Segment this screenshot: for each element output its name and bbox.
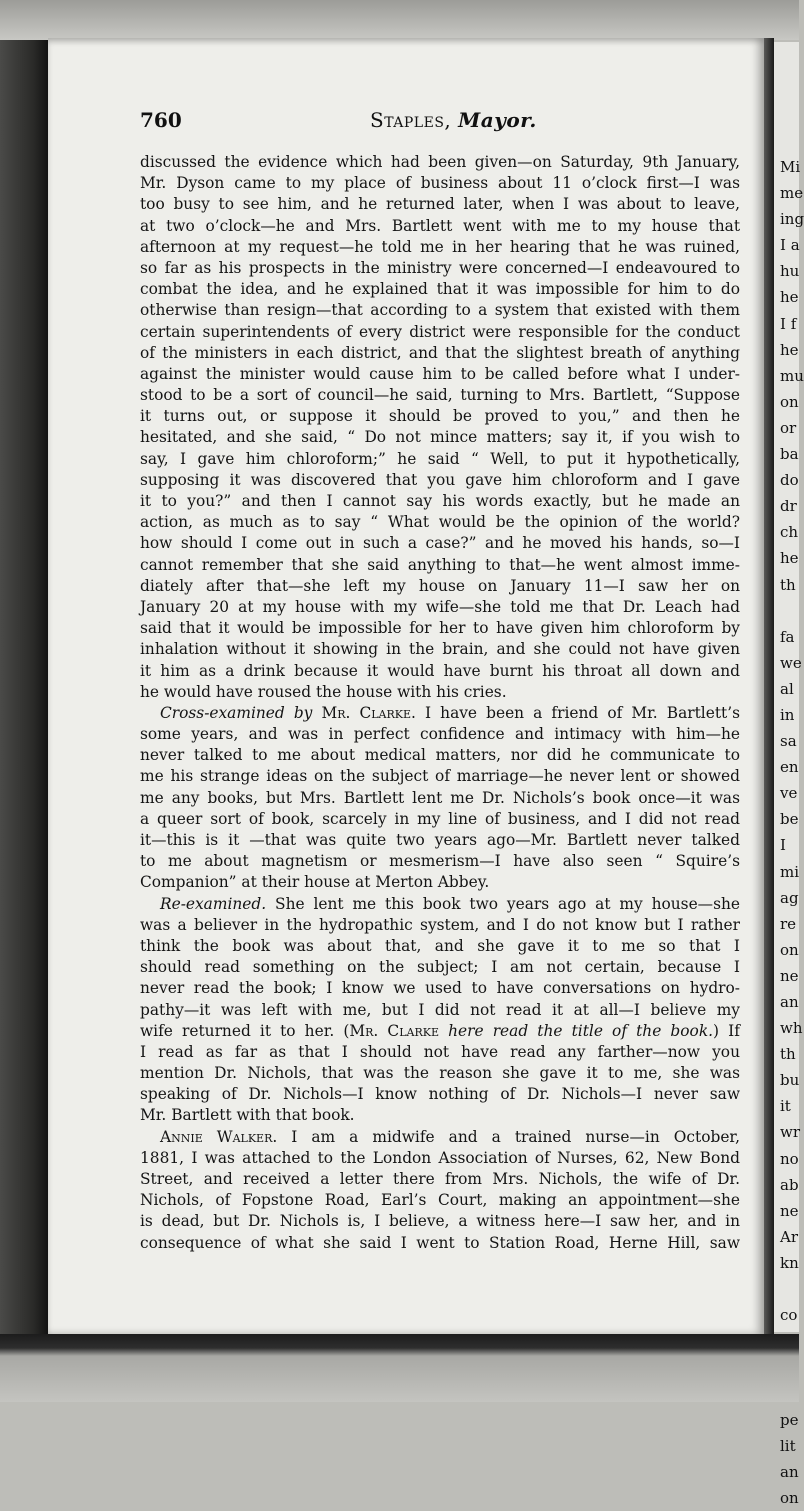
re-examination-line: [140, 894, 740, 915]
text-line: never read the book; I know we used to have conversations on hydro-: [140, 979, 740, 998]
text-line: he would have roused the house with his cries.: [140, 682, 507, 701]
text-line: a queer sort of book, scarcely in my line of business, and I did not read: [140, 809, 740, 828]
scan-bottom-edge: [0, 1334, 799, 1402]
text-line: [140, 1021, 740, 1042]
text-line: some years, and was in perfect confidence and intimacy with him—he: [140, 725, 740, 744]
text-line: consequence of what she said I went to Station Road, Herne Hill, saw: [140, 1233, 740, 1252]
scan-top-edge: [0, 0, 799, 40]
cross-label: Cross-examined by: [160, 703, 313, 722]
text-line: me any books, but Mrs. Bartlett lent me Dr. Nichols’s book once—it was: [140, 788, 740, 807]
cross-text: I have been a friend of Mr. Bartlett’s: [425, 703, 740, 722]
witness-line: [140, 1127, 740, 1148]
text-line: me his strange ideas on the subject of marriage—he never lent or showed: [140, 767, 740, 786]
text-line: how should I come out in such a case?” and he moved his hands, so—I: [140, 534, 740, 553]
text-line: Mr. Bartlett with that book.: [140, 1106, 355, 1125]
text-line: pathy—it was left with me, but I did not read it at all—I believe my: [140, 1000, 740, 1019]
reexam-text: wife returned it to her.: [140, 1021, 335, 1040]
witness-name: Annie Walker.: [160, 1127, 278, 1146]
text-line: is dead, but Dr. Nichols is, I believe, a witness here—I saw her, and in: [140, 1212, 740, 1231]
running-head-name: Staples,: [370, 108, 452, 132]
page-number: 760: [140, 108, 182, 132]
running-head: [370, 108, 537, 132]
text-line: diately after that—she left my house on January 11—I saw her on: [140, 576, 740, 595]
reexam-text: She lent me this book two years ago at my house—she: [275, 894, 740, 913]
text-line: it turns out, or suppose it should be proved to you,” and then he: [140, 407, 740, 426]
reexam-label: Re-examined.: [160, 894, 267, 913]
text-line: discussed the evidence which had been given—on Saturday, 9th January,: [140, 153, 740, 171]
body-text: [140, 152, 740, 1254]
text-line: Mr. Dyson came to my place of business about 11 o’clock first—I was: [140, 174, 740, 193]
text-line: action, as much as to say “ What would be the opinion of the world?: [140, 513, 740, 532]
text-line: against the minister would cause him to be called before what I under-: [140, 364, 740, 383]
paren-note: here read the title of the book.: [448, 1021, 714, 1040]
text-line: too busy to see him, and he returned later, when I was about to leave,: [140, 195, 740, 214]
text-line: of the ministers in each district, and that the slightest breath of anything: [140, 343, 740, 362]
text-line: mention Dr. Nichols, that was the reason she gave it to me, she was: [140, 1064, 740, 1083]
page-header: [88, 108, 738, 144]
paren-close: ): [713, 1021, 720, 1040]
text-line: never talked to me about medical matters, nor did he communicate to: [140, 746, 740, 765]
paren-open: (: [343, 1021, 350, 1040]
text-line: was a believer in the hydropathic system, and I do not know but I rather: [140, 915, 740, 934]
adjacent-page-edge: [774, 42, 804, 1507]
reexam-if: If: [728, 1021, 740, 1040]
adjacent-page-fragments: Mi me ing I a hu he I f he mu on or ba do dr ch he th fa we al in sa en ve be I mi ag re on ne an wh th bu it wr no ab ne Ar kn co pe lit an on: [780, 158, 804, 1507]
text-line: it—this is it —that was quite two years ago—Mr. Bartlett never talked: [140, 831, 740, 849]
text-line: it him as a drink because it would have burnt his throat all down and: [140, 661, 740, 680]
text-line: inhalation without it showing in the brain, and she could not have given: [140, 640, 740, 659]
text-line: Street, and received a letter there from Mrs. Nichols, the wife of Dr.: [140, 1170, 740, 1188]
text-line: said that it would be impossible for her to have given him chloroform by: [140, 619, 740, 638]
running-head-title: Mayor.: [458, 108, 537, 132]
text-line: at two o’clock—he and Mrs. Bartlett went with me to my house that: [140, 216, 740, 235]
text-line: it to you?” and then I cannot say his words exactly, but he made an: [140, 492, 740, 510]
text-line: afternoon at my request—he told me in her hearing that he was ruined,: [140, 237, 740, 256]
text-line: otherwise than resign—that according to a system that existed with them: [140, 301, 740, 320]
text-line: I read as far as that I should not have read any farther—now you: [140, 1042, 740, 1061]
text-line: 1881, I was attached to the London Association of Nurses, 62, New Bond: [140, 1148, 740, 1167]
text-line: supposing it was discovered that you gave him chloroform and I gave: [140, 470, 740, 489]
cross-counsel: Mr. Clarke.: [321, 703, 416, 722]
text-line: should read something on the subject; I am not certain, because I: [140, 958, 740, 977]
paren-counsel: Mr. Clarke: [349, 1021, 439, 1040]
text-line: Companion” at their house at Merton Abbey.: [140, 873, 490, 892]
text-line: think the book was about that, and she gave it to me so that I: [140, 936, 740, 955]
text-line: speaking of Dr. Nichols—I know nothing of Dr. Nichols—I never saw: [140, 1085, 740, 1104]
page-gutter: [764, 38, 774, 1334]
text-line: say, I gave him chloroform;” he said “ Well, to put it hypothetically,: [140, 449, 740, 468]
text-line: so far as his prospects in the ministry were concerned—I endeavoured to: [140, 258, 740, 277]
witness-text: I am a midwife and a trained nurse—in October,: [291, 1127, 740, 1146]
text-line: to me about magnetism or mesmerism—I have also seen “ Squire’s: [140, 852, 740, 871]
book-binding: [0, 40, 48, 1340]
text-line: combat the idea, and he explained that it was impossible for him to do: [140, 280, 740, 299]
cross-examination-line: [140, 703, 740, 724]
text-line: January 20 at my house with my wife—she told me that Dr. Leach had: [140, 597, 740, 616]
text-line: stood to be a sort of council—he said, turning to Mrs. Bartlett, “Suppose: [140, 386, 740, 405]
text-line: certain superintendents of every district were responsible for the conduct: [140, 322, 740, 341]
text-line: hesitated, and she said, “ Do not mince matters; say it, if you wish to: [140, 428, 740, 447]
text-line: cannot remember that she said anything to that—he went almost imme-: [140, 555, 740, 574]
text-line: Nichols, of Fopstone Road, Earl’s Court, making an appointment—she: [140, 1191, 740, 1210]
